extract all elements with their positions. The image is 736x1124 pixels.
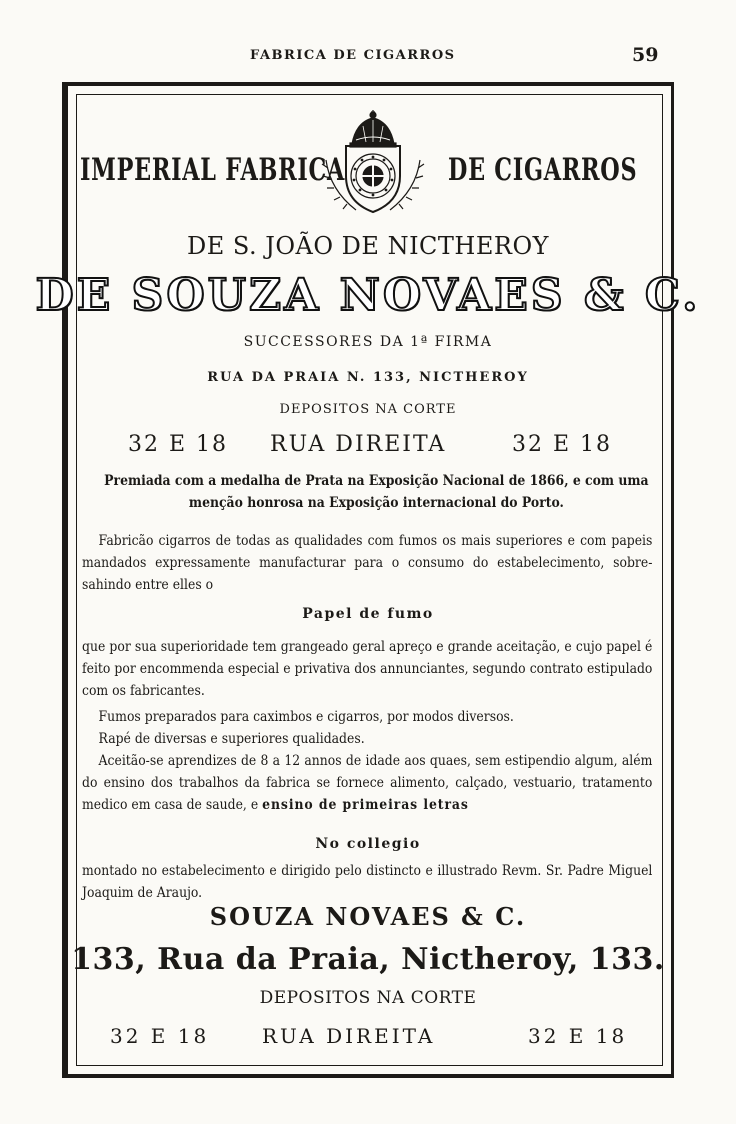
deposit-middle: RUA DIREITA (270, 432, 447, 457)
body-1-text: Fabricão cigarros de todas as qualidades com fumos os mais superiores e com papeis mandados expressamente manufacturar para o consumo do estabelecimento, sobre-sahindo entre elles o (82, 533, 653, 593)
signature-depositos: DEPOSITOS NA CORTE (259, 988, 477, 1008)
signature-name: SOUZA NOVAES & C. (209, 902, 527, 931)
signature-address: 133, Rua da Praia, Nictheroy, 133. (71, 942, 665, 977)
body-2-text: que por sua superioridade tem grangeado geral apreço e grande aceitação, e cujo papel é feito por encommenda especial e privativa dos annunciantes, segundo contrato estipulado com os fabricantes. (82, 639, 653, 699)
deposit-right: 32 E 18 (512, 432, 613, 457)
successors-line: SUCCESSORES DA 1ª FIRMA (243, 334, 493, 350)
depositos-line: DEPOSITOS NA CORTE (279, 402, 457, 417)
body-paragraph-1 (82, 530, 652, 596)
body-paragraph-4 (82, 728, 652, 750)
imperial-crest-icon (316, 110, 430, 220)
subtitle: DE S. JOÃO DE NICTHEROY (187, 232, 549, 260)
body-paragraph-2 (82, 636, 652, 702)
body-3-text: Fumos preparados para caximbos e cigarros, por modos diversos. (98, 709, 514, 725)
title-right: DE CIGARROS (448, 152, 638, 188)
body-6-text: montado no estabelecimento e dirigido pelo distincto e illustrado Revm. Sr. Padre Miguel Joaquim de Araujo. (82, 863, 653, 901)
sig-row-left: 32 E 18 (110, 1024, 210, 1048)
body-paragraph-3 (82, 706, 652, 728)
body-paragraph-6 (82, 860, 652, 904)
subhead-collegio: No collegio (315, 836, 421, 852)
address-line: RUA DA PRAIA N. 133, NICTHEROY (207, 370, 529, 385)
sig-row-middle: RUA DIREITA (262, 1024, 436, 1048)
firm-name: DE SOUZA NOVAES & C. (35, 270, 701, 321)
page-number: 59 (632, 44, 659, 66)
body-5-bold: ensino de primeiras letras (262, 797, 469, 813)
body-paragraph-5 (82, 750, 652, 816)
deposit-left: 32 E 18 (128, 432, 229, 457)
running-head: FABRICA DE CIGARROS (250, 48, 456, 63)
subhead-papel: Papel de fumo (302, 606, 434, 622)
body-4-text: Rapé de diversas e superiores qualidades. (98, 731, 365, 747)
title-left: IMPERIAL FABRICA (80, 152, 346, 188)
award-text: Premiada com a medalha de Prata na Exposição Nacional de 1866, e com uma menção honrosa na Exposição internacional do Porto. (104, 473, 649, 511)
body-5-text: Aceitão-se aprendizes de 8 a 12 annos de idade aos quaes, sem estipendio algum, além do ensino dos trabalhos da fabrica se fornece alimento, calçado, vestuario, tratamento medico em casa de saude, e (82, 753, 653, 813)
sig-row-right: 32 E 18 (528, 1024, 628, 1048)
